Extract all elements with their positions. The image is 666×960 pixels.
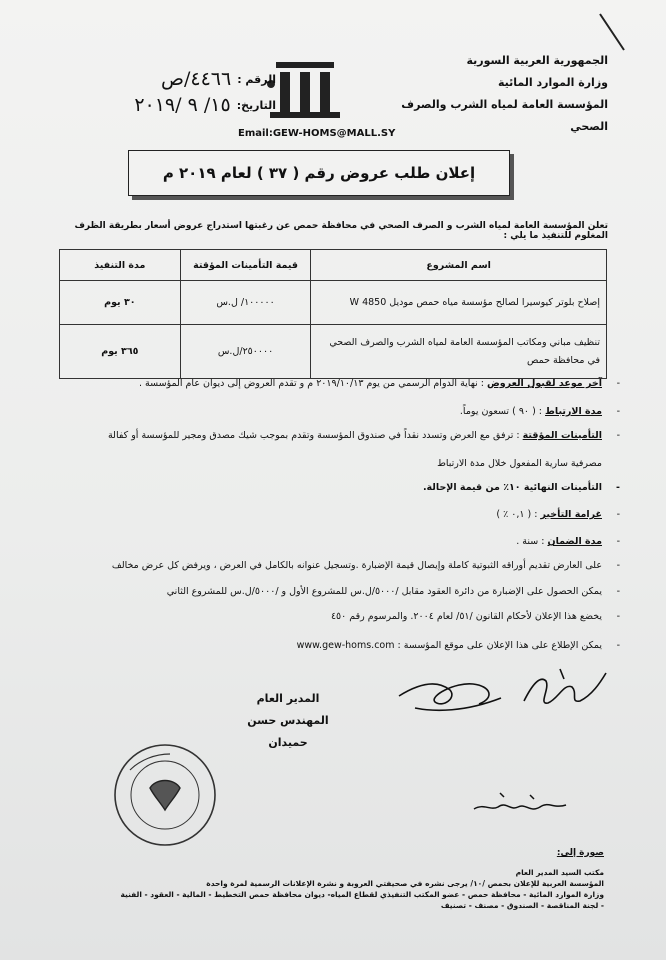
offers-table — [59, 249, 607, 379]
reference-label: الرقم : — [237, 72, 276, 86]
commitment-text: : ( ٩٠ ) تسعون يوماً. — [459, 406, 542, 417]
website-text: يمكن الإطلاع على هذا الإعلان على موقع المؤسسة : — [397, 640, 602, 651]
law-text: يخضع هذا الإعلان لأحكام القانون /٥١/ لعام ٢٠٠٤. والمرسوم رقم ٤٥٠ — [330, 611, 602, 622]
deadline-text: : نهاية الدوام الرسمي من يوم ٢٠١٩/١٠/١٣ م و تقدم العروض إلى ديوان عام المؤسسة . — [139, 378, 484, 389]
institution-name: المؤسسة العامة لمياه الشرب والصرف الصحي — [401, 98, 608, 133]
official-stamp-icon — [110, 740, 220, 850]
temp-insurance-text: : ترفق مع العرض وتسدد نقداً في صندوق المؤسسة وتقدم بموجب شيك مصدق ومجير للمؤسسة أو كفالة — [107, 430, 520, 441]
insurance-cell: ١٠٠٠٠٠/ ل.س — [180, 281, 311, 325]
signature-mark — [520, 665, 610, 710]
column-header-insurance: قيمة التأمينات المؤقتة — [180, 250, 311, 281]
project-name-cell: إصلاح بلوتر كيوسيرا لصالح مؤسسة مياه حمص موديل 4850 W — [311, 281, 607, 325]
director-block — [228, 688, 348, 754]
date-label: التاريخ: — [236, 98, 276, 112]
column-header-duration: مدة التنفيذ — [60, 250, 181, 281]
announcement-title-box — [128, 150, 510, 196]
list-item: مكتب السيد المدير العام — [515, 868, 604, 877]
list-item: المؤسسة العربية للإعلان بحمص /١٠/ يرجى نشره في صحيفتي العروبة و نشرة الإعلانات الرسمية لمرة واحدة — [206, 879, 604, 888]
list-item: وزارة الموارد المائية - محافظة حمص - عضو المكتب التنفيذي لقطاع المياه- ديوان محافظة حمص التخطيط - المالية - العقود - الفنية — [120, 890, 604, 899]
table-header-row — [60, 250, 607, 281]
column-header-project: اسم المشروع — [311, 250, 607, 281]
requirements-line: - على العارض تقديم أوراقه الثبوتية كاملة وإيصال قيمة الإضبارة .وتسجيل عنوانه بالكامل في العرض ، ويرفض كل عرض مخالف — [111, 560, 620, 571]
dossier-text: يمكن الحصول على الإضبارة من دائرة العقود مقابل /٥٠٠٠/ل.س للمشروع الأول و /٥٠٠٠/ل.س للمشروع الثاني — [166, 586, 602, 597]
insurance-cell: ٢٥٠٠٠٠/ل.س — [180, 325, 311, 379]
law-line: - يخضع هذا الإعلان لأحكام القانون /٥١/ لعام ٢٠٠٤. والمرسوم رقم ٤٥٠ — [330, 611, 620, 622]
announcement-title: إعلان طلب عروض رقم ( ٣٧ ) لعام ٢٠١٩ م — [162, 164, 476, 182]
commitment-label: مدة الارتباط — [545, 406, 602, 417]
ministry-name: وزارة الموارد المائية — [497, 76, 608, 89]
project-name-cell: تنظيف مباني ومكاتب المؤسسة العامة لمياه الشرب والصرف الصحي في محافظة حمص — [311, 325, 607, 379]
final-insurance-text: التأمينات النهائية ١٠٪ من قيمة الإحالة. — [422, 482, 602, 493]
list-item: - لجنة المناقصة - الصندوق - مصنف - تصنيف — [440, 901, 604, 910]
website-line: - يمكن الإطلاع على هذا الإعلان على موقع المؤسسة : www.gew-homs.com — [296, 640, 620, 651]
temp-insurance-label: التأمينات المؤقتة — [522, 430, 602, 441]
deadline-line: - آخر موعد لقبول العروض : نهاية الدوام الرسمي من يوم ٢٠١٩/١٠/١٣ م و تقدم العروض إلى ديوان عام المؤسسة . — [139, 378, 620, 389]
signature-mark — [470, 785, 570, 825]
commitment-line: - مدة الارتباط : ( ٩٠ ) تسعون يوماً. — [459, 406, 620, 417]
final-insurance-line: - التأمينات النهائية ١٠٪ من قيمة الإحالة. — [422, 482, 620, 493]
deadline-label: آخر موعد لقبول العروض — [486, 378, 602, 389]
guarantee-text: : سنة . — [516, 536, 545, 547]
duration-cell: ٣٦٥ يوم — [60, 325, 181, 379]
email-address: Email:GEW-HOMS@MALL.SY — [238, 128, 396, 139]
header-institution-block — [398, 50, 608, 138]
table-row — [60, 281, 607, 325]
guarantee-label: مدة الضمان — [547, 536, 602, 547]
reference-number: ٤٤٦٦/ص — [160, 68, 232, 90]
director-name: المهندس حسن حميدان — [247, 714, 329, 749]
reference-block — [56, 66, 276, 118]
temp-insurance-line-2 — [40, 458, 602, 469]
director-title: المدير العام — [256, 692, 320, 705]
website-url[interactable]: www.gew-homs.com — [296, 640, 395, 651]
duration-cell: ٣٠ يوم — [60, 281, 181, 325]
date-value: ١٥/ ٩ /٢٠١٩ — [134, 94, 231, 116]
intro-paragraph: تعلن المؤسسة العامة لمياه الشرب و الصرف الصحي في محافظة حمص عن رغبتها استدراج عروض أسعار بطريقة الظرف المغلوم للتنفيذ ما يلي : — [74, 221, 608, 241]
temp-insurance-text-2: مصرفية سارية المفعول خلال مدة الارتباط — [437, 458, 602, 469]
dossier-line: - يمكن الحصول على الإضبارة من دائرة العقود مقابل /٥٠٠٠/ل.س للمشروع الأول و /٥٠٠٠/ل.س للمشروع الثاني — [166, 586, 620, 597]
republic-name: الجمهورية العربية السورية — [466, 54, 608, 67]
delay-penalty-line: - غرامة التأخير : ( ٠,١ ٪ ) — [496, 509, 620, 520]
delay-penalty-text: : ( ٠,١ ٪ ) — [496, 509, 538, 520]
temp-insurance-line: - التأمينات المؤقتة : ترفق مع العرض وتسدد نقداً في صندوق المؤسسة وتقدم بموجب شيك مصدق ومجير للمؤسسة أو كفالة — [107, 430, 620, 441]
copy-to-list — [44, 867, 604, 911]
delay-penalty-label: غرامة التأخير — [540, 509, 602, 520]
signature-mark — [395, 668, 505, 718]
table-row — [60, 325, 607, 379]
requirements-text: على العارض تقديم أوراقه الثبوتية كاملة وإيصال قيمة الإضبارة .وتسجيل عنوانه بالكامل في العرض ، ويرفض كل عرض مخالف — [111, 560, 602, 571]
guarantee-line: - مدة الضمان : سنة . — [516, 536, 620, 547]
copy-to-heading: صورة إلى: — [556, 848, 604, 858]
